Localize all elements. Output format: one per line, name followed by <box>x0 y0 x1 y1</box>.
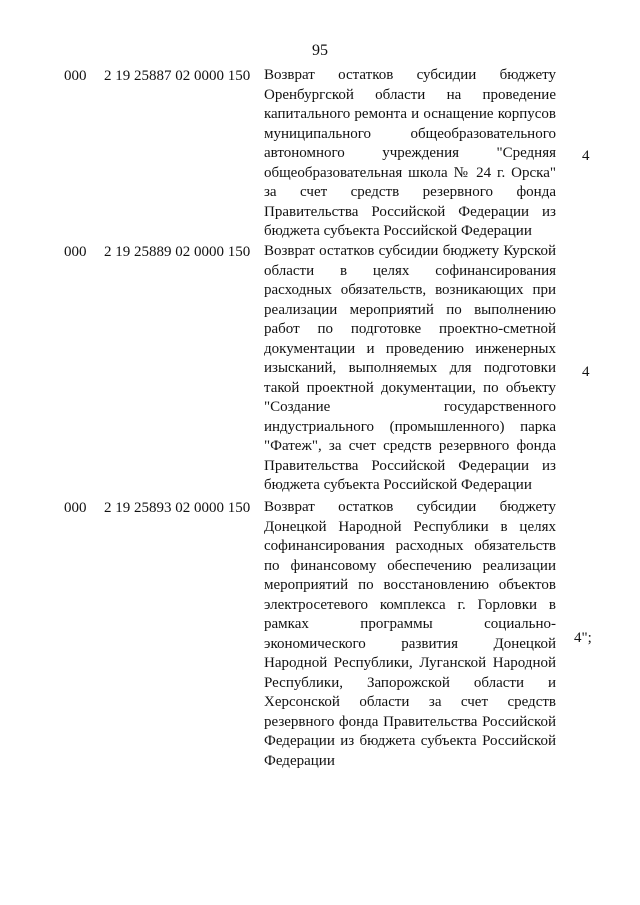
description-line: капитального ремонта и оснащение корпусов <box>264 106 556 122</box>
entry-value: 4"; <box>574 630 592 646</box>
description-line: за счет средств резервного фонда <box>264 184 556 200</box>
description-line: бюджета субъекта Российской Федерации <box>264 223 532 239</box>
description-line: по финансовому обеспечению реализации <box>264 557 556 574</box>
page-number: 95 <box>312 42 328 59</box>
description-line: Федерации из бюджета субъекта Российской <box>264 733 556 749</box>
kbk-code: 2 19 25887 02 0000 150 <box>104 68 251 84</box>
description-line: Правительства Российской Федерации из <box>264 203 556 220</box>
description-line: муниципального общеобразовательного <box>264 125 556 142</box>
description-line: мероприятий по восстановлению объектов <box>264 577 556 593</box>
admin-code: 000 <box>64 68 87 84</box>
description-line: Возврат остатков субсидии бюджету Курской <box>264 243 556 259</box>
description-line: Республики, Запорожской области и <box>264 674 556 691</box>
kbk-code: 2 19 25889 02 0000 150 <box>104 244 251 260</box>
description-line: области в целях софинансирования <box>264 262 556 279</box>
description-line: Народной Республики, Луганской Народной <box>264 655 556 671</box>
description-line: изысканий, выполняемых для подготовки <box>264 360 556 376</box>
entry-description <box>264 66 556 242</box>
kbk-code: 2 19 25893 02 0000 150 <box>104 500 251 516</box>
entry-value: 4 <box>582 364 590 380</box>
description-line: резервного фонда Правительства Российской <box>264 713 556 730</box>
description-line: документации и проведению инженерных <box>264 340 556 357</box>
description-line: софинансирования расходных обязательств <box>264 538 556 554</box>
description-line: индустриального (промышленного) парка <box>264 418 556 435</box>
description-line: расходных обязательств, возникающих при <box>264 282 556 298</box>
entry-value: 4 <box>582 148 590 164</box>
description-line: "Создание государственного <box>264 399 556 415</box>
description-line: электросетевого комплекса г. Горловки в <box>264 596 556 613</box>
admin-code: 000 <box>64 244 87 260</box>
description-line: рамках программы социально- <box>264 616 556 632</box>
entry-description <box>264 242 556 496</box>
admin-code: 000 <box>64 500 87 516</box>
description-line: Правительства Российской Федерации из <box>264 457 556 474</box>
description-line: автономного учреждения "Средняя <box>264 145 556 161</box>
description-line: экономического развития Донецкой <box>264 635 556 652</box>
entry-description <box>264 498 556 771</box>
description-line: Оренбургской области на проведение <box>264 86 556 103</box>
description-line: бюджета субъекта Российской Федерации <box>264 477 532 493</box>
description-line: Возврат остатков субсидии бюджету <box>264 499 556 515</box>
description-line: Донецкой Народной Республики в целях <box>264 518 556 535</box>
description-line: реализации мероприятий по выполнению <box>264 301 556 318</box>
description-line: Федерации <box>264 752 335 769</box>
description-line: Возврат остатков субсидии бюджету <box>264 67 556 83</box>
description-line: Херсонской области за счет средств <box>264 694 556 710</box>
description-line: "Фатеж", за счет средств резервного фонда <box>264 438 556 454</box>
description-line: общеобразовательная школа № 24 г. Орска" <box>264 164 556 181</box>
description-line: работ по подготовке проектно-сметной <box>264 321 556 337</box>
description-line: такой проектной документации, по объекту <box>264 379 556 396</box>
